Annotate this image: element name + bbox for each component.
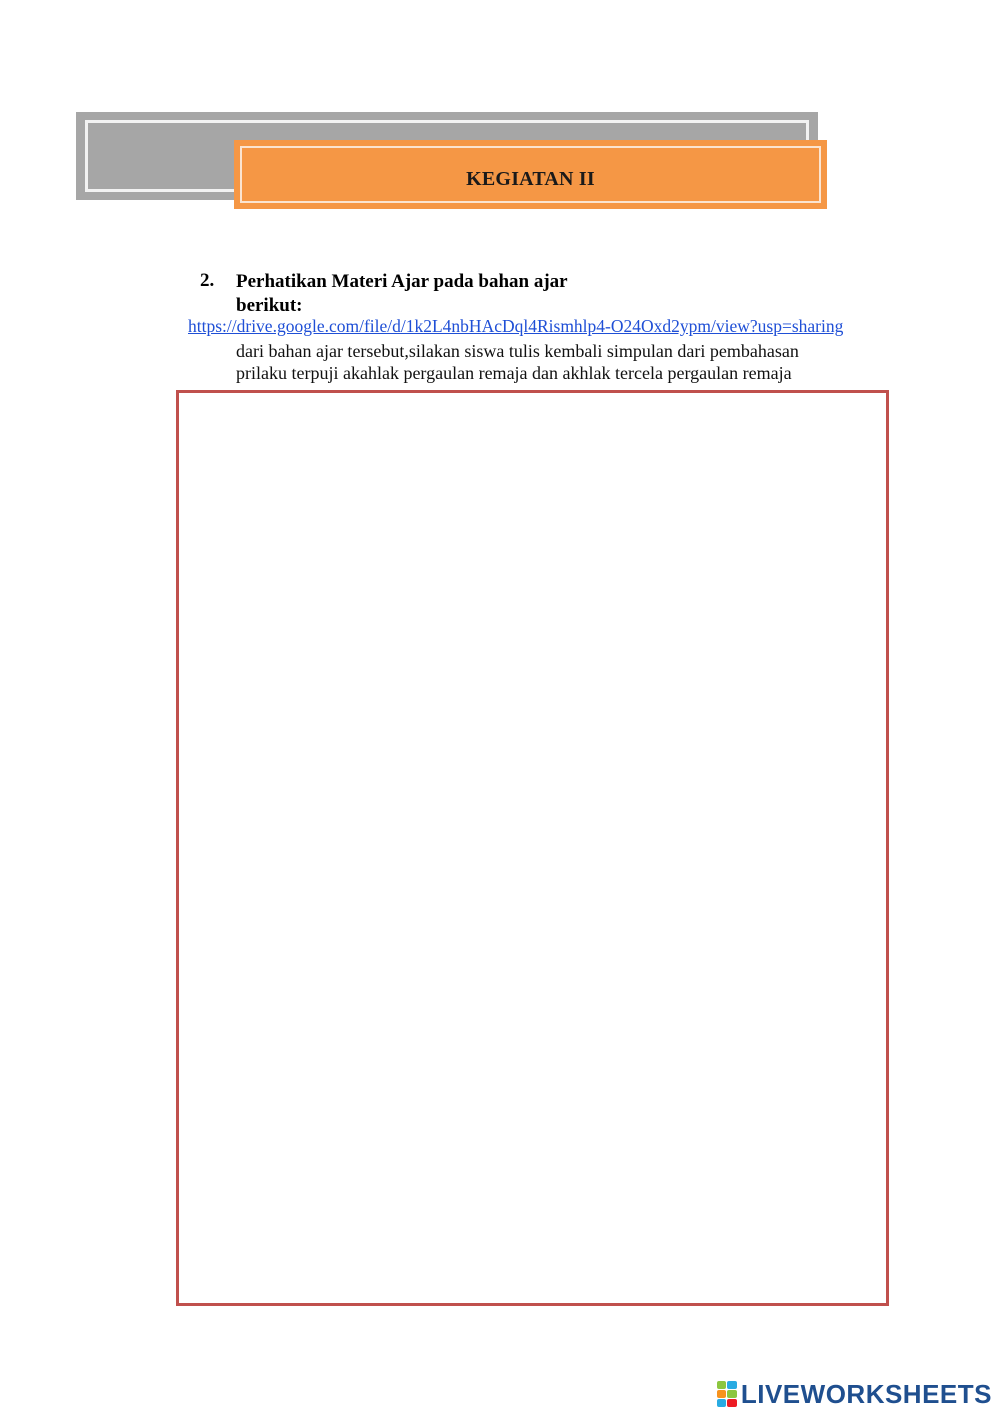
brand-footer[interactable] bbox=[717, 1376, 992, 1412]
question-number: 2. bbox=[200, 270, 215, 291]
header-orange-banner bbox=[234, 140, 827, 209]
question-title: Perhatikan Materi Ajar pada bahan ajar berikut: bbox=[236, 271, 568, 316]
instruction-line-2: prilaku terpuji akahlak pergaulan remaja dan akhlak tercela pergaulan remaja bbox=[236, 363, 792, 383]
material-link[interactable]: https://drive.google.com/file/d/1k2L4nbHAcDql4Rismhlp4-O24Oxd2ypm/view?usp=sharing bbox=[188, 316, 844, 336]
answer-text-box[interactable] bbox=[176, 390, 889, 1306]
brand-name: LIVEWORKSHEETS bbox=[740, 1378, 992, 1409]
page-title: KEGIATAN II bbox=[466, 168, 595, 190]
question-instruction bbox=[236, 340, 876, 384]
liveworksheets-logo-icon bbox=[717, 1381, 737, 1407]
instruction-line-1: dari bahan ajar tersebut,silakan siswa tulis kembali simpulan dari pembahasan bbox=[236, 341, 799, 361]
